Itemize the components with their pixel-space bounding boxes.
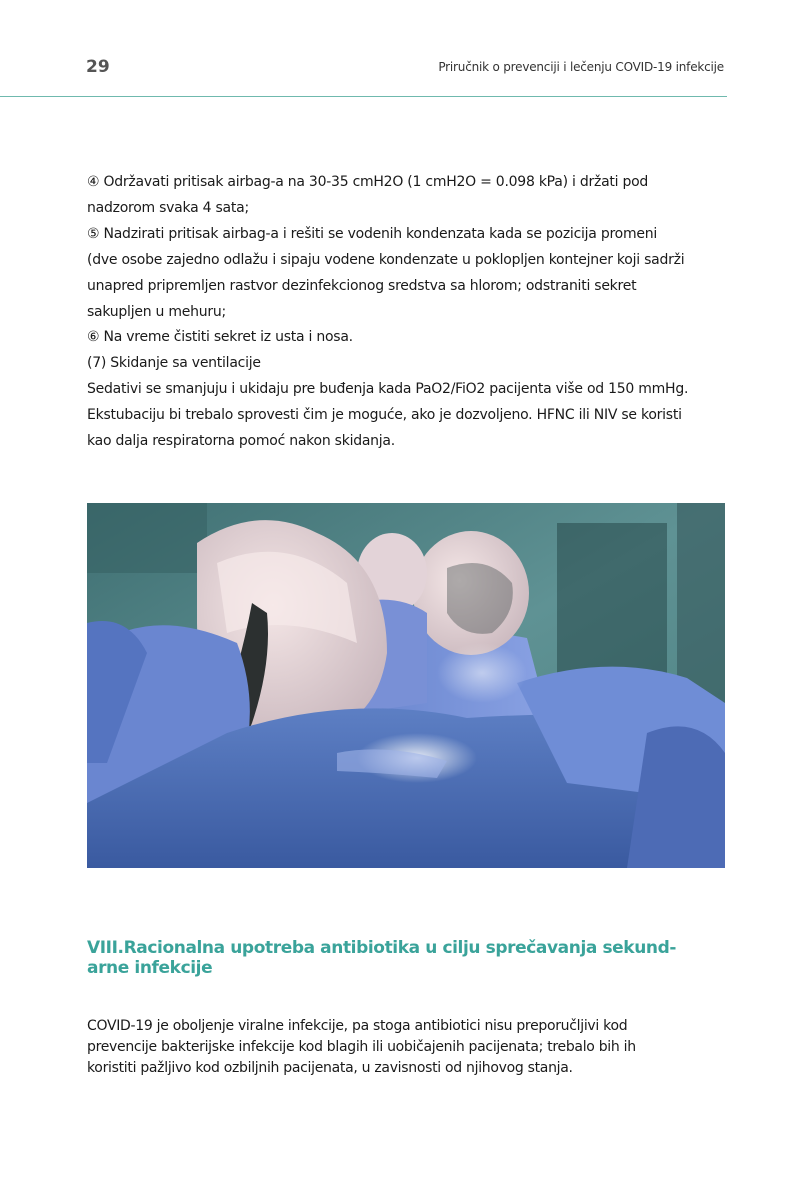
section-heading	[87, 938, 727, 978]
ventilation-instructions	[87, 170, 737, 455]
body-line: (dve osobe zajedno odlažu i sipaju vodene kondenzate u poklopljen kontejner koji sadrži	[87, 251, 685, 268]
section-heading-line: arne infekcije	[87, 958, 213, 978]
body-line: unapred pripremljen rastvor dezinfekcionog sredstva sa hlorom; odstraniti sekret	[87, 277, 637, 294]
paragraph-line: koristiti pažljivo kod ozbiljnih pacijenata, u zavisnosti od njihovog stanja.	[87, 1060, 573, 1076]
body-line: sakupljen u mehuru;	[87, 303, 226, 320]
body-line: (7) Skidanje sa ventilacije	[87, 355, 261, 372]
paragraph-line: COVID-19 je oboljenje viralne infekcije, pa stoga antibiotici nisu preporučljivi kod	[87, 1018, 628, 1034]
body-line: Sedativi se smanjuju i ukidaju pre buđenja kada PaO2/FiO2 pacijenta više od 150 mmHg.	[87, 381, 689, 398]
body-line: nadzorom svaka 4 sata;	[87, 199, 249, 216]
header-divider	[0, 96, 727, 97]
body-line: Ekstubaciju bi trebalo sprovesti čim je moguće, ako je dozvoljeno. HFNC ili NIV se koristi	[87, 407, 682, 424]
body-line: ⑤ Nadzirati pritisak airbag-a i rešiti se vodenih kondenzata kada se pozicija promeni	[87, 225, 657, 242]
page-number: 29	[86, 57, 110, 77]
running-header-title: Priručnik o prevenciji i lečenju COVID-19 infekcije	[438, 60, 724, 74]
body-line: ⑥ Na vreme čistiti sekret iz usta i nosa.	[87, 329, 353, 346]
body-line: ④ Održavati pritisak airbag-a na 30-35 cmH2O (1 cmH2O = 0.098 kPa) i držati pod	[87, 174, 649, 190]
antibiotics-paragraph	[87, 1016, 737, 1079]
paragraph-line: prevencije bakterijske infekcije kod blagih ili uobičajenih pacijenata; trebalo bih ih	[87, 1039, 636, 1055]
body-line: kao dalja respiratorna pomoć nakon skidanja.	[87, 433, 395, 450]
surgery-photo	[87, 503, 725, 868]
section-heading-line: VIII.Racionalna upotreba antibiotika u cilju sprečavanja sekund-	[87, 938, 677, 958]
